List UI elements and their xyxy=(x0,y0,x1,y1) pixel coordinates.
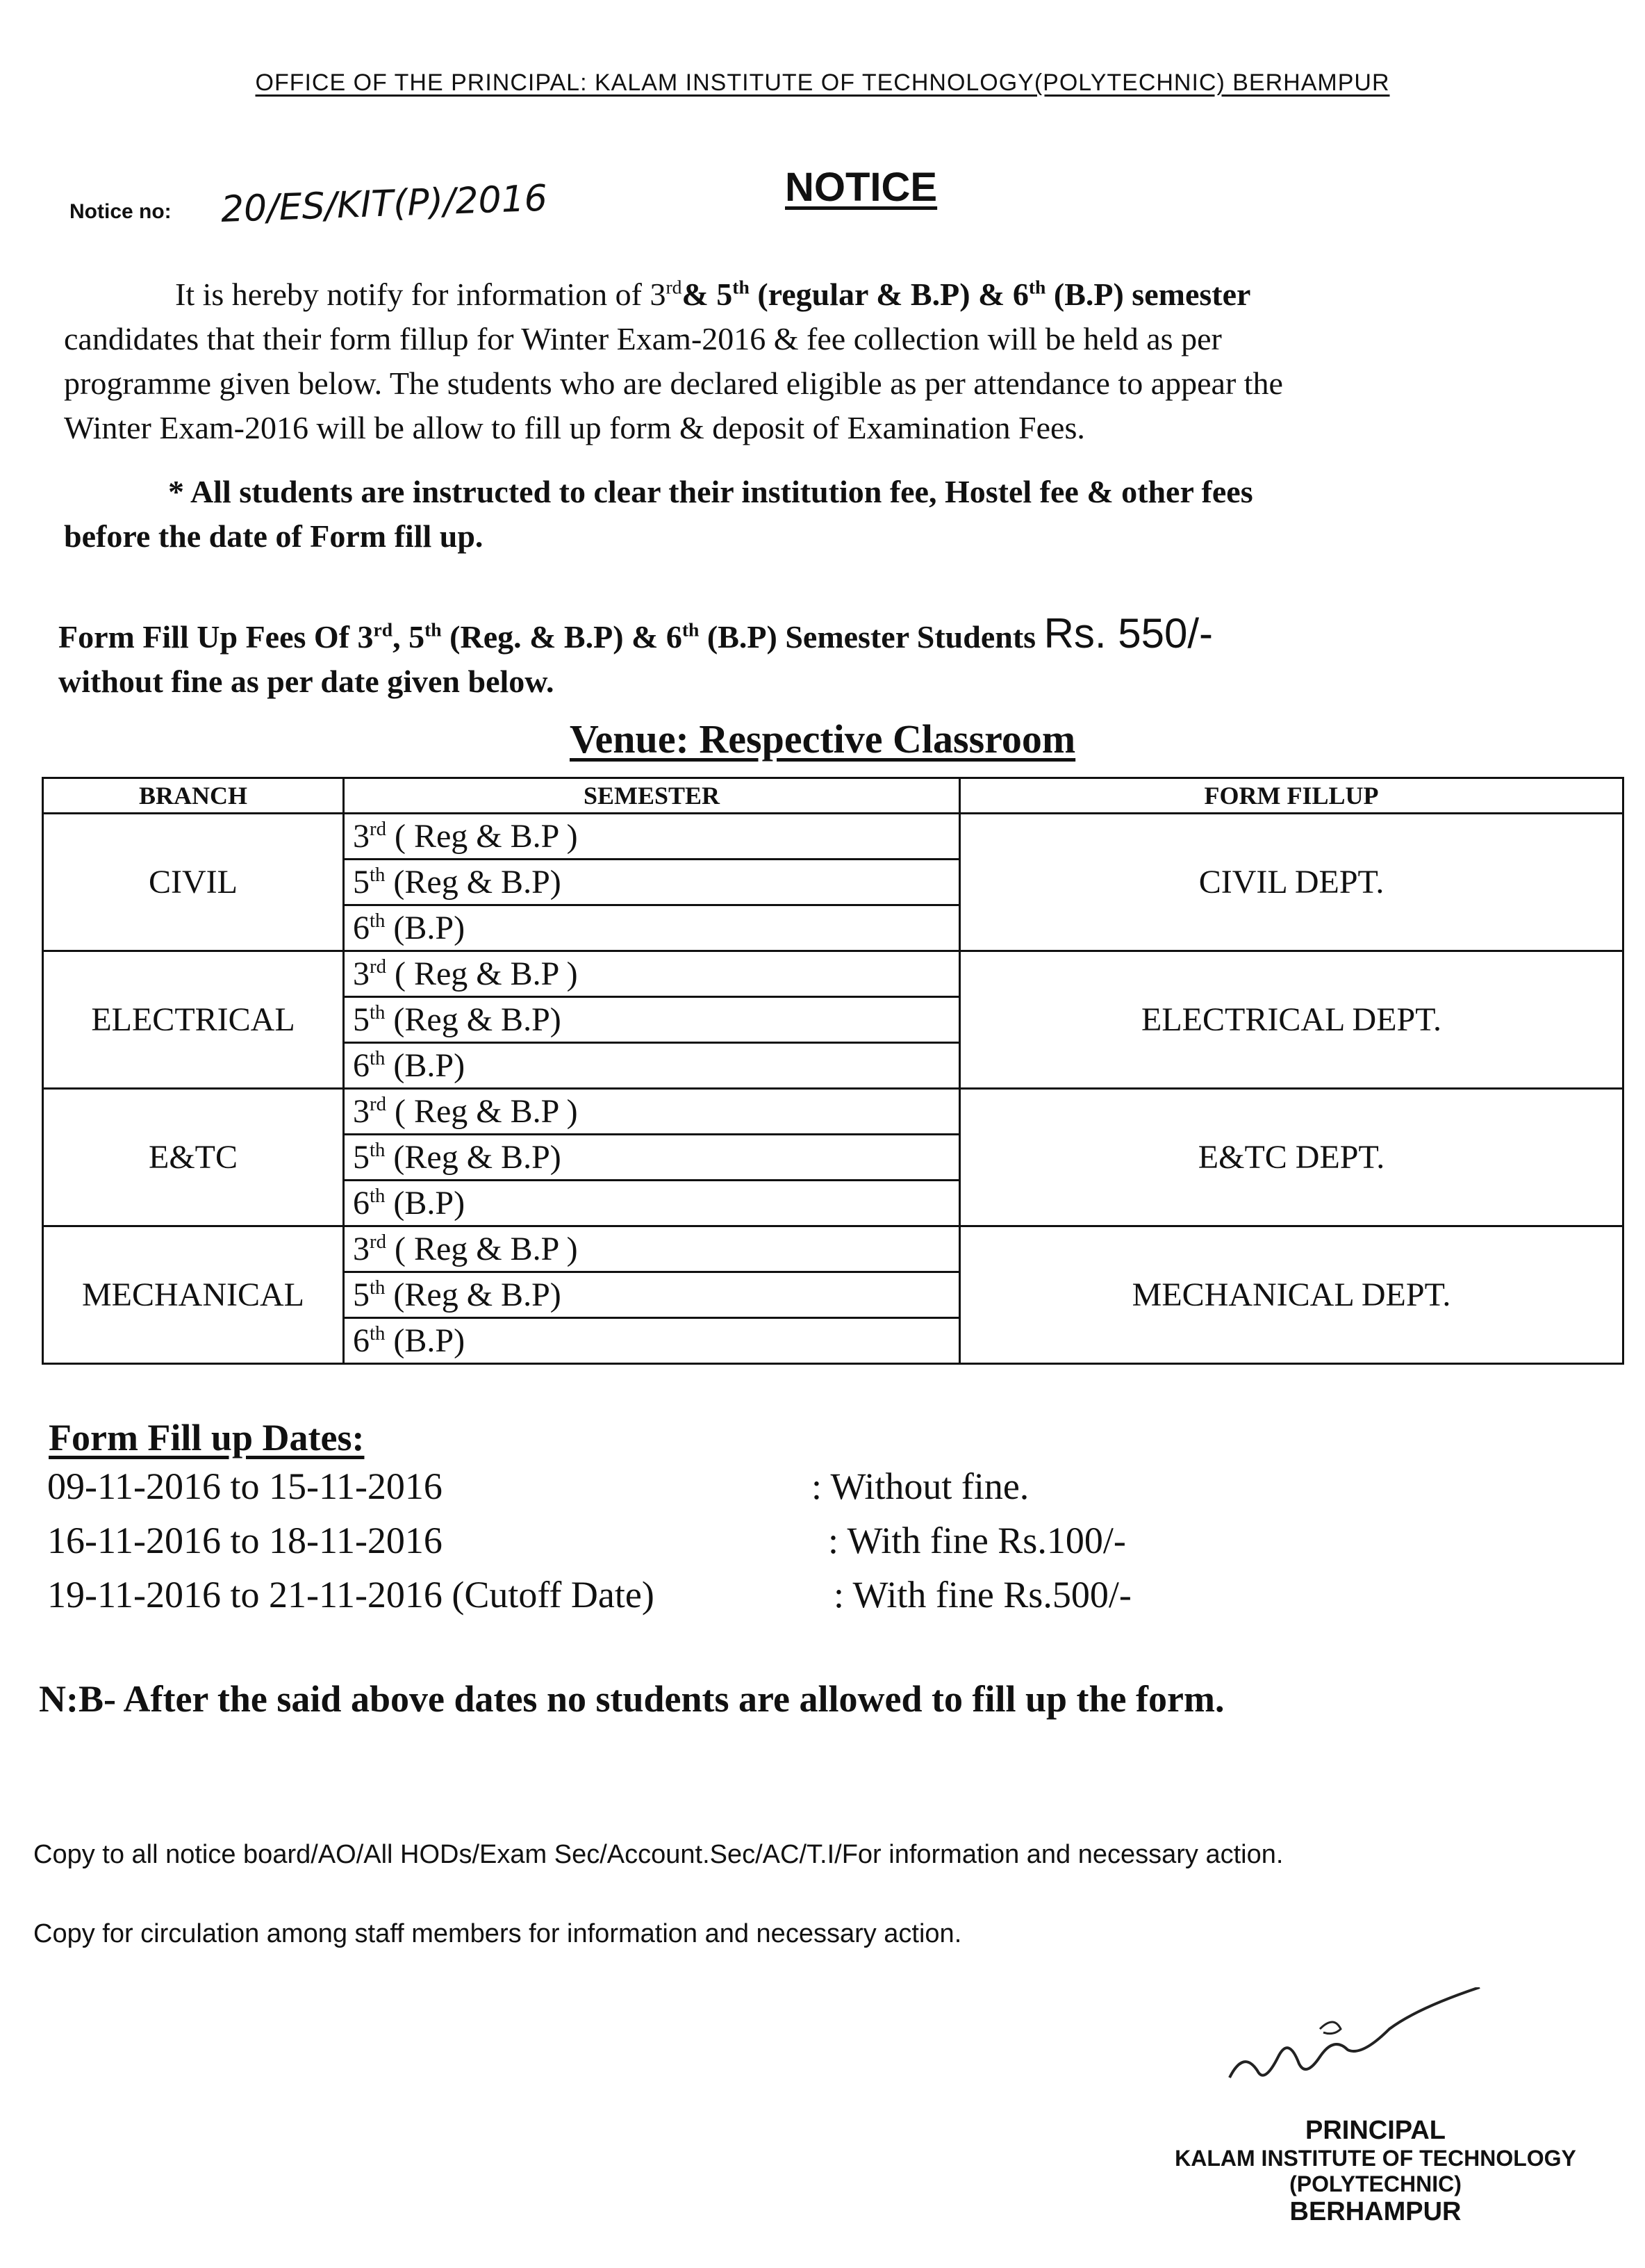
semester-cell xyxy=(344,1089,960,1135)
sup-rd: rd xyxy=(666,276,682,298)
branch-cell: CIVIL xyxy=(43,814,344,951)
signatory-title: PRINCIPAL xyxy=(1305,2116,1446,2145)
date-row xyxy=(47,1573,654,1616)
notice-number-label: Notice no: xyxy=(69,200,172,223)
semester-label: (Reg & B.P) xyxy=(385,864,561,901)
intro-line-1 xyxy=(64,272,1592,317)
copy-line-2: Copy for circulation among staff members for information and necessary action. xyxy=(33,1919,962,1948)
fee-instruction-line-2: before the date of Form fill up. xyxy=(64,518,483,554)
date-note: : With fine Rs.500/- xyxy=(834,1574,1132,1616)
intro-text-b: & 5 xyxy=(681,277,733,312)
venue-heading: Venue: Respective Classroom xyxy=(570,716,1076,762)
fees-text-b: , 5 xyxy=(392,619,425,655)
office-heading: OFFICE OF THE PRINCIPAL: KALAM INSTITUTE OF TECHNOLOGY(POLYTECHNIC) BERHAMPUR xyxy=(255,69,1390,96)
semester-number: 5 xyxy=(353,1001,370,1038)
semester-number: 5 xyxy=(353,1276,370,1313)
semester-cell xyxy=(344,1318,960,1364)
semester-suffix: rd xyxy=(370,818,386,840)
semester-suffix: th xyxy=(370,910,386,932)
semester-number: 6 xyxy=(353,1322,370,1359)
semester-suffix: th xyxy=(370,1185,386,1207)
sup-th: th xyxy=(681,618,700,641)
semester-label: (Reg & B.P) xyxy=(385,1139,561,1176)
header-form-fillup: FORM FILLUP xyxy=(960,778,1623,814)
semester-label: (Reg & B.P) xyxy=(385,1001,561,1038)
intro-paragraph xyxy=(64,272,1592,450)
semester-label: ( Reg & B.P ) xyxy=(386,1231,578,1267)
fee-amount: Rs. 550/- xyxy=(1043,610,1214,657)
table-header-row xyxy=(43,778,1623,814)
form-fees xyxy=(58,611,1601,704)
semester-number: 3 xyxy=(353,1231,370,1267)
form-fees-line-2: without fine as per date given below. xyxy=(58,664,554,699)
semester-number: 6 xyxy=(353,1047,370,1084)
date-range: 16-11-2016 to 18-11-2016 xyxy=(47,1520,443,1561)
semester-label: ( Reg & B.P ) xyxy=(386,818,578,855)
signature-block xyxy=(1132,1987,1619,2227)
semester-cell xyxy=(344,905,960,951)
table-row xyxy=(43,1226,1623,1272)
semester-cell xyxy=(344,814,960,860)
semester-cell xyxy=(344,1272,960,1318)
semester-label: ( Reg & B.P ) xyxy=(386,955,578,992)
semester-number: 6 xyxy=(353,910,370,946)
semester-label: (B.P) xyxy=(385,1185,465,1222)
semester-number: 3 xyxy=(353,955,370,992)
semester-number: 5 xyxy=(353,1139,370,1176)
fees-text-d: (B.P) Semester Students xyxy=(699,619,1044,655)
semester-suffix: th xyxy=(370,1322,386,1345)
semester-number: 5 xyxy=(353,864,370,901)
form-fillup-cell: ELECTRICAL DEPT. xyxy=(960,951,1623,1089)
signatory-institute: KALAM INSTITUTE OF TECHNOLOGY (POLYTECHNIC) xyxy=(1175,2146,1576,2196)
intro-text-c: (regular & B.P) & 6 xyxy=(749,277,1029,312)
semester-number: 3 xyxy=(353,818,370,855)
fee-instruction xyxy=(64,470,1592,559)
signature-mark xyxy=(1216,1987,1507,2112)
semester-cell xyxy=(344,1043,960,1089)
semester-suffix: th xyxy=(370,1047,386,1069)
notice-number-value: 20/ES/KIT(P)/2016 xyxy=(220,177,548,231)
notice-title: NOTICE xyxy=(785,165,938,210)
table-row xyxy=(43,814,1623,860)
date-row xyxy=(47,1465,443,1508)
header-branch: BRANCH xyxy=(43,778,344,814)
date-range: 19-11-2016 to 21-11-2016 (Cutoff Date) xyxy=(47,1574,654,1616)
sup-th: th xyxy=(732,276,750,298)
semester-label: ( Reg & B.P ) xyxy=(386,1093,578,1130)
nb-note: N:B- After the said above dates no students are allowed to fill up the form. xyxy=(39,1678,1225,1720)
semester-number: 6 xyxy=(353,1185,370,1222)
table-row xyxy=(43,951,1623,997)
semester-label: (B.P) xyxy=(385,910,465,946)
sup-rd: rd xyxy=(373,618,393,641)
semester-label: (Reg & B.P) xyxy=(385,1276,561,1313)
schedule-table xyxy=(42,777,1624,1365)
copy-line-1: Copy to all notice board/AO/All HODs/Exam Sec/Account.Sec/AC/T.I/For information and necessary action. xyxy=(33,1840,1284,1869)
intro-line-4: Winter Exam-2016 will be allow to fill up form & deposit of Examination Fees. xyxy=(64,410,1085,445)
semester-cell xyxy=(344,951,960,997)
intro-text-d: (B.P) semester xyxy=(1045,277,1251,312)
semester-cell xyxy=(344,1181,960,1226)
semester-label: (B.P) xyxy=(385,1047,465,1084)
intro-line-2: candidates that their form fillup for Winter Exam-2016 & fee collection will be held as per xyxy=(64,321,1222,356)
fees-text-a: Form Fill Up Fees Of 3 xyxy=(58,619,374,655)
signatory-city: BERHAMPUR xyxy=(1289,2197,1462,2226)
semester-suffix: rd xyxy=(370,1093,386,1115)
branch-cell: E&TC xyxy=(43,1089,344,1226)
table-row xyxy=(43,1089,1623,1135)
semester-suffix: th xyxy=(370,1001,386,1024)
sup-th: th xyxy=(424,618,442,641)
semester-suffix: rd xyxy=(370,955,386,978)
semester-cell xyxy=(344,1226,960,1272)
sup-th: th xyxy=(1028,276,1046,298)
semester-suffix: th xyxy=(370,1139,386,1161)
branch-cell: MECHANICAL xyxy=(43,1226,344,1364)
intro-line-3: programme given below. The students who are declared eligible as per attendance to appear the xyxy=(64,365,1283,401)
date-row xyxy=(47,1519,443,1562)
date-note: : With fine Rs.100/- xyxy=(828,1520,1126,1561)
semester-number: 3 xyxy=(353,1093,370,1130)
date-note: : Without fine. xyxy=(811,1465,1030,1507)
fees-text-c: (Reg. & B.P) & 6 xyxy=(441,619,682,655)
semester-cell xyxy=(344,1135,960,1181)
semester-label: (B.P) xyxy=(385,1322,465,1359)
fee-instruction-line-1: * All students are instructed to clear their institution fee, Hostel fee & other fees xyxy=(168,474,1253,509)
dates-title: Form Fill up Dates: xyxy=(49,1417,365,1458)
header-semester: SEMESTER xyxy=(344,778,960,814)
semester-suffix: th xyxy=(370,864,386,886)
branch-cell: ELECTRICAL xyxy=(43,951,344,1089)
semester-cell xyxy=(344,860,960,905)
date-range: 09-11-2016 to 15-11-2016 xyxy=(47,1465,443,1507)
form-fillup-cell: CIVIL DEPT. xyxy=(960,814,1623,951)
form-fees-line-1 xyxy=(58,611,1601,659)
semester-suffix: rd xyxy=(370,1231,386,1253)
intro-text-a: It is hereby notify for information of 3 xyxy=(175,277,666,312)
semester-suffix: th xyxy=(370,1276,386,1299)
semester-cell xyxy=(344,997,960,1043)
form-fillup-cell: E&TC DEPT. xyxy=(960,1089,1623,1226)
form-fillup-cell: MECHANICAL DEPT. xyxy=(960,1226,1623,1364)
